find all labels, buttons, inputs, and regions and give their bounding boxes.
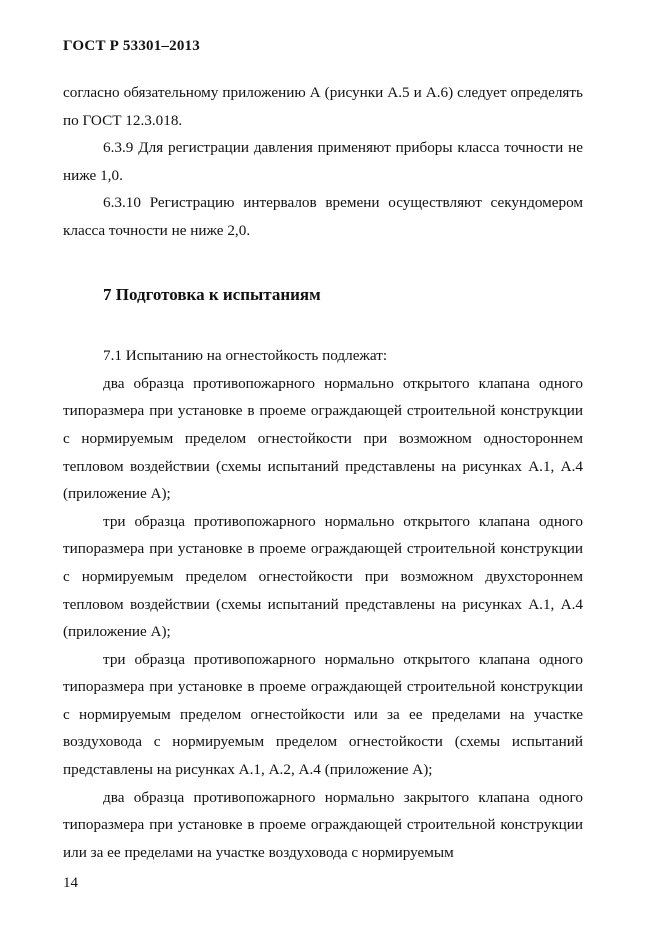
list-item-three-open-two-sided: три образца противопожарного нормально открытого клапана одного типоразмера при установке в проеме ограждающей строительной конструкции с нормируемым пределом огнестойкости при возможном двухстороннем тепловом воздействии (схемы испытаний представлены на рисунках А.1, А.4 (приложение А); [63,512,583,641]
list-item-two-closed: два образца противопожарного нормально закрытого клапана одного типоразмера при установке в проеме ограждающей строительной конструкции или за ее пределами на участке воздуховода с нормируемым [63,788,583,861]
document-body [63,79,583,866]
paragraph-continuation: согласно обязательному приложению А (рисунки А.5 и А.6) следует определять по ГОСТ 12.3.018. [63,84,583,129]
paragraph-6-3-10: 6.3.10 Регистрацию интервалов времени осуществляют секундомером класса точности не ниже 2,0. [63,194,583,239]
section-7-title: 7 Подготовка к испытаниям [103,284,321,304]
list-item-three-open-duct: три образца противопожарного нормально открытого клапана одного типоразмера при установке в проеме ограждающей строительной конструкции с нормируемым пределом огнестойкости или за ее пределами на участке воздуховода с нормируемым пределом огнестойкости (схемы испытаний представлены на рисунках А.1, А.2, А.4 (приложение А); [63,650,583,779]
paragraph-7-1: 7.1 Испытанию на огнестойкость подлежат: [103,347,388,365]
paragraph-6-3-9: 6.3.9 Для регистрации давления применяют приборы класса точности не ниже 1,0. [63,139,583,184]
page-number: 14 [63,875,78,891]
list-item-two-open-one-sided: два образца противопожарного нормально открытого клапана одного типоразмера при установке в проеме ограждающей строительной конструкции с нормируемым пределом огнестойкости при возможном одностороннем тепловом воздействии (схемы испытаний представлены на рисунках А.1, А.4 (приложение А); [63,374,583,503]
standard-header: ГОСТ Р 53301–2013 [63,38,200,54]
